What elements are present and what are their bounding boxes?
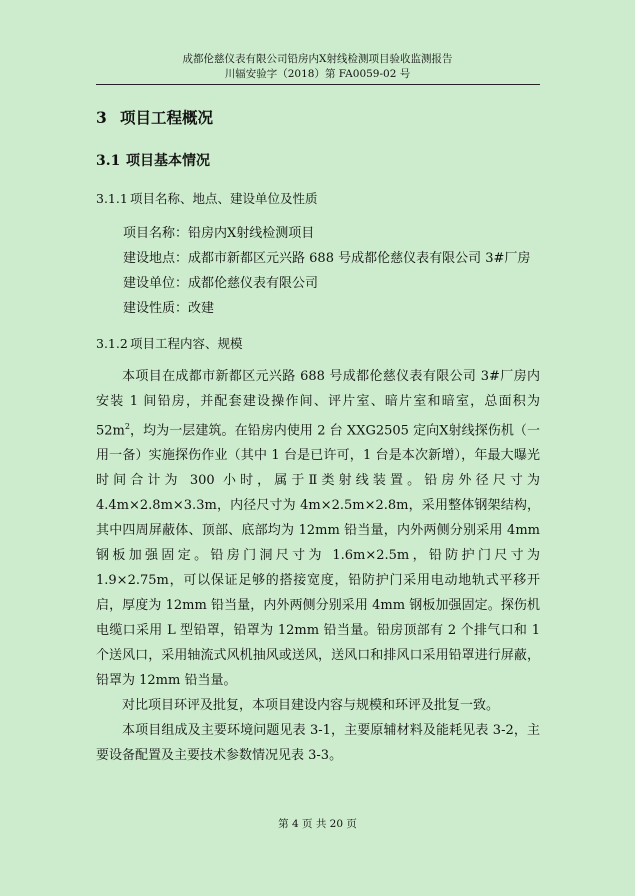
header-divider bbox=[96, 84, 540, 85]
page-footer bbox=[0, 816, 635, 831]
paragraph-table-references: 本项目组成及主要环境问题见表 3-1，主要原辅材料及能耗见表 3-2，主要设备配置及主要技术参数情况见表 3-3。 bbox=[96, 723, 540, 764]
info-row-nature bbox=[123, 296, 543, 321]
info-value: 改建 bbox=[188, 301, 215, 316]
document-number: 川辐安验字（2018）第 FA0059-02 号 bbox=[224, 68, 411, 80]
subsubsection-heading-312 bbox=[96, 334, 243, 352]
page-number: 第 4 页 共 20 页 bbox=[278, 818, 357, 830]
subsection-title: 项目基本情况 bbox=[126, 153, 210, 169]
section-heading bbox=[96, 106, 213, 128]
info-label: 项目名称： bbox=[123, 226, 189, 241]
subsubsection-number: 3.1.2 bbox=[96, 336, 128, 351]
subsection-heading bbox=[96, 150, 210, 170]
subsubsection-number: 3.1.1 bbox=[96, 191, 128, 206]
body-text bbox=[96, 364, 540, 768]
paragraph-text: ，均为一层建筑。在铅房内使用 2 台 XXG2505 定向Ⅹ射线探伤机（一用一备）实施探伤作业（其中 1 台是已许可，1 台是本次新增），年最大曝光时间合计为 300 小时，属于Ⅱ类射线装置。铅房外径尺寸为 4.4m×2.8m×3.3m，内径尺寸为 4m×2.5m×2.8m，采用整体钢架结构，其中四周屏蔽体、顶部、底部均为 12mm 铅当量，内外两侧分别采用 4mm 钢板加强固定。铅房门洞尺寸为 1.6m×2.5m，铅防护门尺寸为 1.9×2.75m，可以保证足够的搭接宽度，铅防护门采用电动地轨式平移开启，厚度为 12mm 铅当量，内外两侧分别采用 4mm 钢板加强固定。探伤机电缆口采用 L 型铅罩，铅罩为 12mm 铅当量。铅房顶部有 2 个排气口和 1 个送风口，采用轴流式风机抽风或送风，送风口和排风口采用铅罩进行屏蔽，铅罩为 12mm 铅当量。 bbox=[96, 423, 540, 689]
subsubsection-title: 项目工程内容、规模 bbox=[130, 336, 243, 351]
paragraph-comparison: 对比项目环评及批复，本项目建设内容与规模和环评及批复一致。 bbox=[122, 698, 500, 714]
info-label: 建设地点： bbox=[123, 251, 189, 266]
page-header bbox=[0, 52, 635, 82]
info-row-project-name bbox=[123, 221, 543, 246]
section-title: 项目工程概况 bbox=[120, 108, 214, 127]
project-info-list bbox=[123, 221, 543, 321]
info-label: 建设单位： bbox=[123, 276, 189, 291]
info-row-builder bbox=[123, 271, 543, 296]
info-value: 铅房内Ⅹ射线检测项目 bbox=[188, 226, 315, 241]
superscript: 2 bbox=[124, 422, 130, 431]
info-label: 建设性质： bbox=[123, 301, 189, 316]
paragraph-project-description bbox=[96, 364, 540, 693]
subsubsection-title: 项目名称、地点、建设单位及性质 bbox=[130, 191, 318, 206]
info-value: 成都伦慈仪表有限公司 bbox=[188, 276, 319, 291]
report-title: 成都伦慈仪表有限公司铅房内Ⅹ射线检测项目验收监测报告 bbox=[182, 53, 453, 65]
subsubsection-heading-311 bbox=[96, 189, 318, 207]
info-value: 成都市新都区元兴路 688 号成都伦慈仪表有限公司 3#厂房 bbox=[188, 251, 531, 266]
subsection-number: 3.1 bbox=[96, 153, 121, 169]
paragraph-text: 本项目在成都市新都区元兴路 688 号成都伦慈仪表有限公司 3#厂房内安装 1 间铅房，并配套建设操作间、评片室、暗片室和暗室，总面积为 52m bbox=[96, 369, 540, 439]
info-row-location bbox=[123, 246, 543, 271]
section-number: 3 bbox=[96, 108, 107, 127]
